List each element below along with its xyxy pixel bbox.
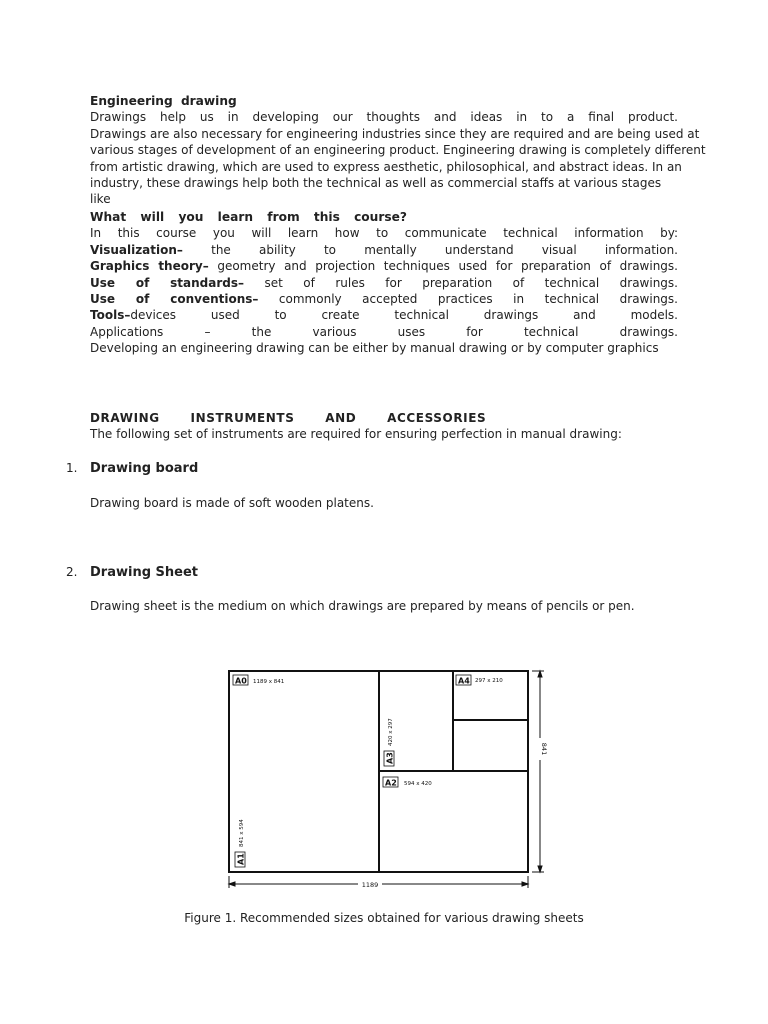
list-item-drawing-board — [90, 461, 678, 477]
paragraph-line: from artistic drawing, which are used to express aesthetic, philosophical, and abstract ideas. In an — [90, 159, 682, 174]
height-dimension-label: 841 — [540, 742, 548, 756]
paragraph-line: Drawings are also necessary for engineering industries since they are required and are being used at — [90, 126, 700, 141]
arrow-right — [522, 882, 528, 886]
course-closing: Developing an engineering drawing can be either by manual drawing or by computer graphics — [90, 341, 659, 356]
paragraph-line: Drawings help us in developing our thoughts and ideas in to a final product. — [90, 110, 678, 125]
list-item-title: Drawing board — [90, 461, 199, 476]
list-number: 1. — [66, 461, 78, 475]
arrow-bottom — [538, 866, 542, 872]
section-title: What will you learn from this course? — [90, 210, 407, 224]
course-item-tools: Tools–devices used to create technical drawings and models. — [90, 308, 678, 323]
paper-sizes-figure — [224, 666, 546, 896]
course-item-standards: Use of standards– set of rules for preparation of technical drawings. — [90, 275, 678, 290]
paragraph-line: various stages of development of an engineering product. Engineering drawing is completely different — [90, 143, 706, 158]
section-title: Engineering drawing — [90, 94, 237, 108]
list-item-title: Drawing Sheet — [90, 565, 198, 580]
paragraph-line: industry, these drawings help both the technical as well as commercial staffs at various stages like — [90, 176, 662, 207]
course-intro: In this course you will learn how to communicate technical information by: — [90, 226, 678, 241]
course-item-conventions: Use of conventions– commonly accepted practices in technical drawings. — [90, 292, 678, 307]
section-course-outcomes — [90, 209, 678, 357]
sheet-a4-label: A4 — [458, 676, 470, 686]
sheet-a4-size: 297 x 210 — [475, 678, 503, 684]
sheet-a0-label: A0 — [235, 676, 247, 686]
list-item-text: Drawing sheet is the medium on which drawings are prepared by means of pencils or pen. — [90, 599, 635, 613]
figure-caption: Figure 1. Recommended sizes obtained for various drawing sheets — [184, 911, 584, 925]
list-number: 2. — [66, 565, 78, 579]
course-item-visualization: Visualization– the ability to mentally understand visual information. — [90, 242, 678, 257]
sheet-a3-size: 420 x 297 — [388, 718, 394, 746]
list-item-drawing-sheet — [90, 565, 678, 581]
sheet-a3-label: A3 — [385, 752, 395, 764]
course-item-applications: Applications – the various uses for technical drawings. — [90, 324, 678, 339]
sheet-a2-label: A2 — [385, 778, 397, 788]
instruments-intro: The following set of instruments are required for ensuring perfection in manual drawing: — [90, 427, 622, 442]
sheet-a1-size: 841 x 594 — [239, 819, 245, 847]
section-title: DRAWING INSTRUMENTS AND ACCESSORIES — [90, 411, 487, 425]
list-item-text: Drawing board is made of soft wooden platens. — [90, 496, 374, 510]
section-instruments — [90, 410, 678, 443]
course-item-graphics-theory: Graphics theory– geometry and projection techniques used for preparation of drawings. — [90, 259, 678, 274]
sheet-a0-size: 1189 x 841 — [253, 679, 285, 685]
paper-sizes-diagram — [224, 666, 546, 896]
arrow-left — [229, 882, 235, 886]
sheet-a2-size: 594 x 420 — [404, 781, 432, 787]
sheet-a1-label: A1 — [236, 853, 246, 865]
width-dimension-label: 1189 — [361, 881, 379, 889]
arrow-top — [538, 671, 542, 677]
section-engineering-drawing — [90, 93, 706, 208]
